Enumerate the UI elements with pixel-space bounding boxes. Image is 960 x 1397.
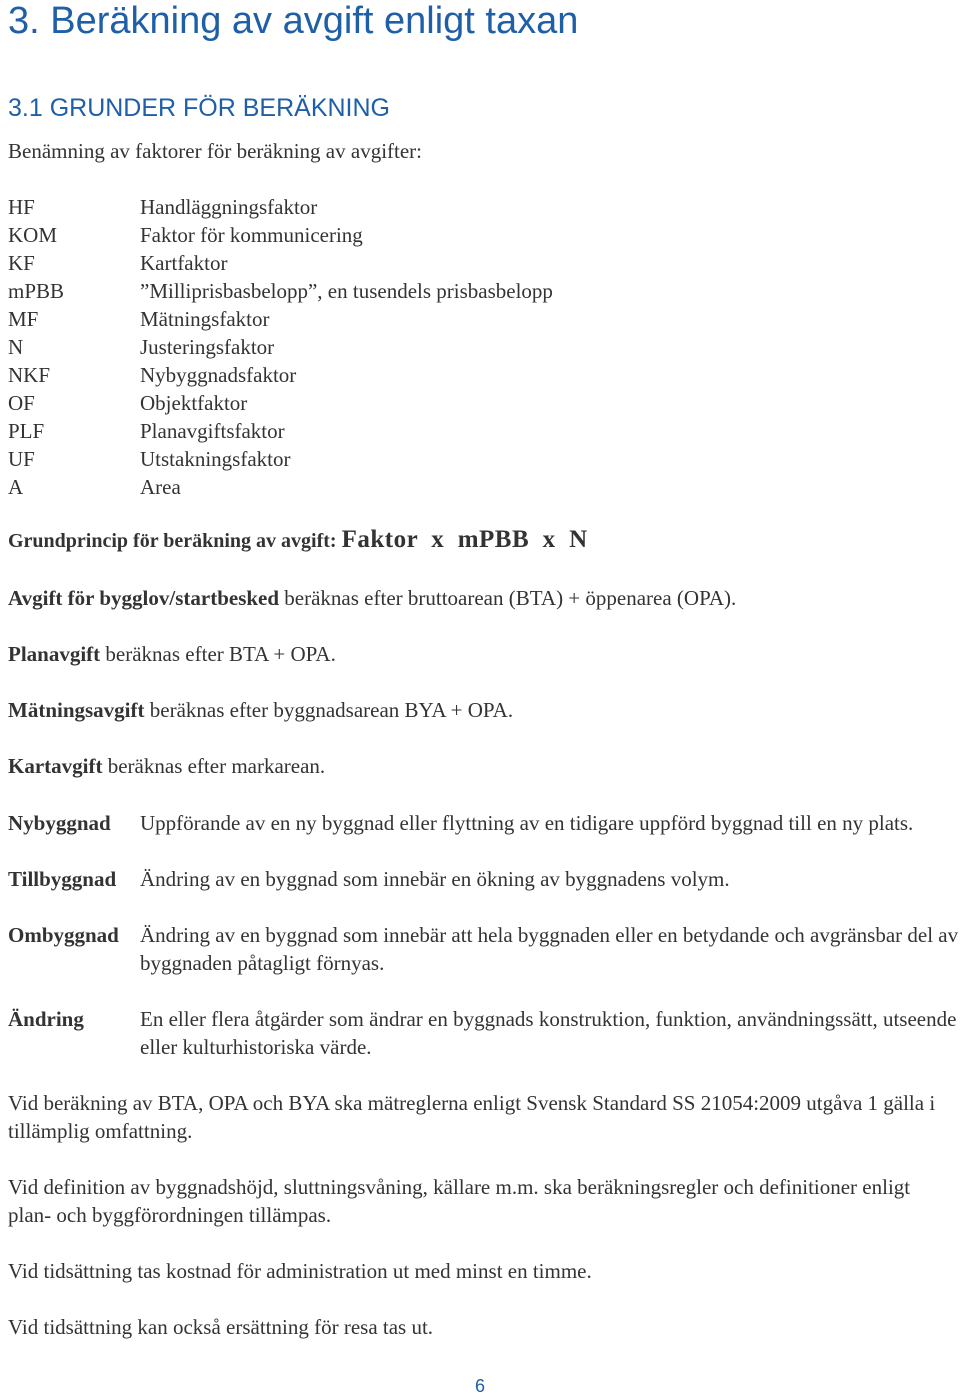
abbreviation-description: Kartfaktor <box>140 251 228 275</box>
abbreviation-code: UF <box>8 447 35 471</box>
abbreviation-description: Justeringsfaktor <box>140 335 275 359</box>
abbreviation-code: NKF <box>8 363 51 387</box>
definition-text: Ändring av en byggnad som innebär en ökning av byggnadens volym. <box>140 867 730 891</box>
principle-formula: Faktor x mPBB x N <box>341 526 588 553</box>
abbreviation-description: Faktor för kommunicering <box>140 223 363 247</box>
fee-line <box>8 698 513 723</box>
fee-text: beräknas efter markarean. <box>102 754 326 778</box>
abbreviation-code: mPBB <box>8 279 65 303</box>
paragraph: Vid tidsättning tas kostnad för administration ut med minst en timme. <box>8 1259 592 1283</box>
abbreviation-code: A <box>8 475 24 499</box>
definition-text: En eller flera åtgärder som ändrar en byggnads konstruktion, funktion, användningssätt, utseende eller kulturhistoriska värde. <box>140 1007 957 1059</box>
definition-item <box>8 809 958 837</box>
paragraph: Vid beräkning av BTA, OPA och BYA ska mätreglerna enligt Svensk Standard SS 21054:2009 utgåva 1 gälla i tillämplig omfattning. <box>8 1091 936 1143</box>
fee-line <box>8 642 336 667</box>
abbreviation-code: N <box>8 335 24 359</box>
abbreviation-description: Objektfaktor <box>140 391 248 415</box>
abbreviation-code: OF <box>8 391 35 415</box>
abbreviation-code: HF <box>8 195 35 219</box>
definition-term: Tillbyggnad <box>8 867 117 891</box>
abbreviation-description: Area <box>140 475 181 499</box>
definition-item <box>8 921 958 977</box>
fee-text: beräknas efter BTA + OPA. <box>100 642 336 666</box>
definition-item <box>8 865 958 893</box>
abbreviation-description: Utstakningsfaktor <box>140 447 291 471</box>
abbreviation-code: MF <box>8 307 39 331</box>
abbreviation-description: Handläggningsfaktor <box>140 195 318 219</box>
intro-text: Benämning av faktorer för beräkning av avgifter: <box>8 139 423 163</box>
abbreviation-description: Nybyggnadsfaktor <box>140 363 297 387</box>
paragraph: Vid definition av byggnadshöjd, sluttningsvåning, källare m.m. ska beräkningsregler och definitioner enligt plan- och byggförordningen tillämpas. <box>8 1175 911 1227</box>
abbreviation-description: Mätningsfaktor <box>140 307 270 331</box>
abbreviation-description: ”Milliprisbasbelopp”, en tusendels prisbasbelopp <box>140 279 553 303</box>
abbreviation-code: KF <box>8 251 35 275</box>
definition-term: Ändring <box>8 1007 84 1031</box>
fee-line <box>8 754 325 779</box>
fee-line <box>8 586 736 611</box>
page-title: 3. Beräkning av avgift enligt taxan <box>8 0 579 42</box>
definition-text: Uppförande av en ny byggnad eller flyttning av en tidigare uppförd byggnad till en ny plats. <box>140 811 914 835</box>
definition-text: Ändring av en byggnad som innebär att hela byggnaden eller en betydande och avgränsbar del av byggnaden påtagligt förnyas. <box>140 923 959 975</box>
fee-term: Mätningsavgift <box>8 698 145 722</box>
abbreviation-code: PLF <box>8 419 45 443</box>
fee-term: Avgift för bygglov/startbesked <box>8 586 280 610</box>
section-heading: 3.1 GRUNDER FÖR BERÄKNING <box>8 94 391 122</box>
paragraph: Vid tidsättning kan också ersättning för resa tas ut. <box>8 1315 434 1339</box>
fee-text: beräknas efter byggnadsarean BYA + OPA. <box>144 698 514 722</box>
abbreviation-code: KOM <box>8 223 58 247</box>
principle-label: Grundprincip för beräkning av avgift: <box>8 530 337 552</box>
page-number: 6 <box>474 1376 485 1396</box>
definition-term: Ombyggnad <box>8 923 119 947</box>
definition-term: Nybyggnad <box>8 811 111 835</box>
fee-term: Planavgift <box>8 642 101 666</box>
basic-principle <box>8 526 588 554</box>
abbreviation-description: Planavgiftsfaktor <box>140 419 285 443</box>
definition-item <box>8 1005 958 1061</box>
fee-term: Kartavgift <box>8 754 103 778</box>
fee-text: beräknas efter bruttoarean (BTA) + öppenarea (OPA). <box>279 586 737 610</box>
